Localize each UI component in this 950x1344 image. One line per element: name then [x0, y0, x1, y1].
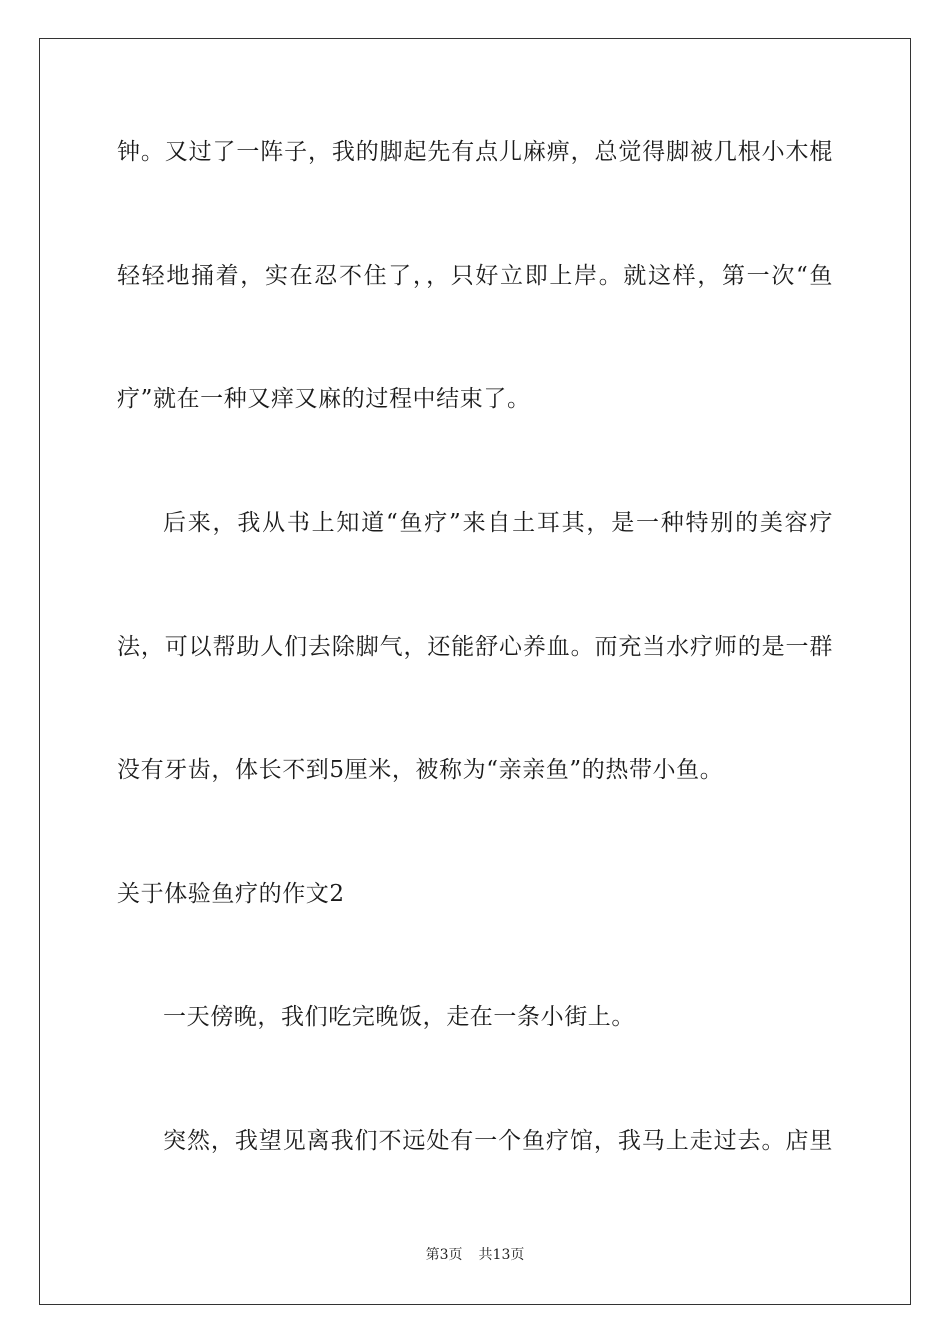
page-number: 第3页: [425, 1247, 463, 1263]
page-footer: [0, 1246, 950, 1264]
body-line-4: 后来，我从书上知道“鱼疗”来自土耳其，是一种特别的美容疗: [163, 510, 833, 536]
body-line-9: 突然，我望见离我们不远处有一个鱼疗馆，我马上走过去。店里: [163, 1128, 833, 1154]
page-total: 共13页: [478, 1247, 525, 1263]
section-heading: 关于体验鱼疗的作文2: [117, 881, 345, 907]
page-border: [39, 38, 911, 1305]
body-line-6: 没有牙齿，体长不到5厘米，被称为“亲亲鱼”的热带小鱼。: [117, 757, 724, 783]
body-line-8: 一天傍晚，我们吃完晚饭，走在一条小街上。: [163, 1004, 635, 1030]
body-line-1: 钟。又过了一阵子，我的脚起先有点儿麻痹，总觉得脚被几根小木棍: [117, 139, 833, 165]
body-line-2: 轻轻地捅着，实在忍不住了，，只好立即上岸。就这样，第一次“鱼: [117, 263, 833, 289]
body-line-5: 法，可以帮助人们去除脚气，还能舒心养血。而充当水疗师的是一群: [117, 634, 833, 660]
body-line-3: 疗”就在一种又痒又麻的过程中结束了。: [117, 386, 531, 412]
